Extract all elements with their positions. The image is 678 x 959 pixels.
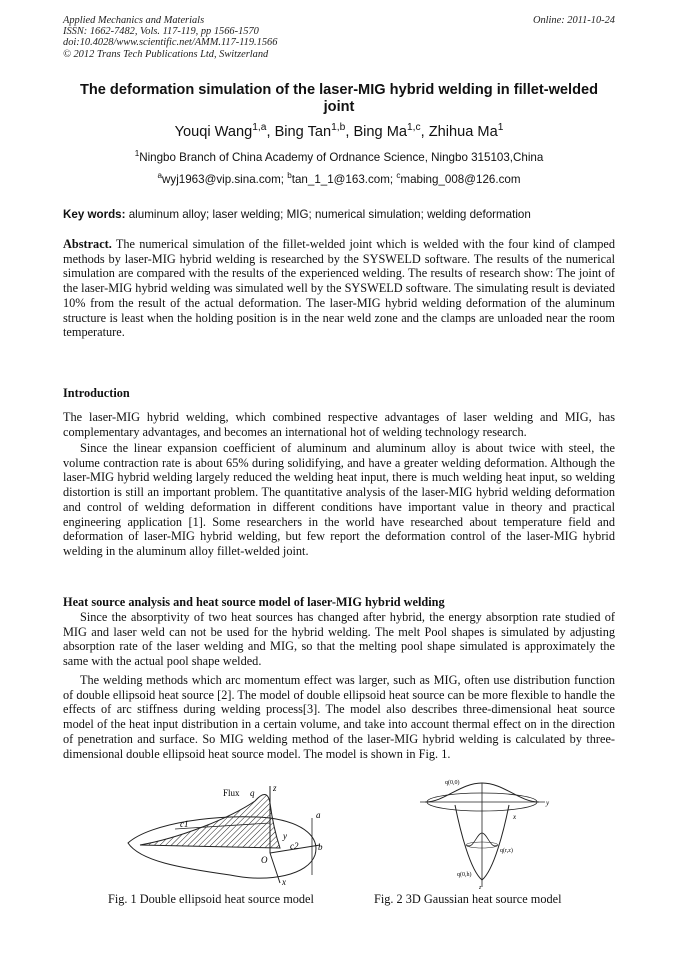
issn: ISSN: 1662-7482, Vols. 117-119, pp 1566-1570: [63, 26, 259, 38]
author-list: Youqi Wang$^{1,a}$, Bing Tan$^{1,b}$, Bing Ma$^{1,c}$, Zhihua Ma$^1$: [174, 122, 504, 140]
heat-source-paragraph-2: The welding methods which arc momentum effect was larger, such as MIG, often use distribution function of double ellipsoid heat source [2]. The model of double ellipsoid heat source can be more flexible to handle the effects of arc stiffness during welding process[3]. The model also describes three-dimensional heat source model of the heat input distribution in a certain volume, and take into account thermal effect on in the direction of penetration and surface. So MIG welding method of the laser-MIG hybrid welding is calculated by three-dimensional double ellipsoid heat source model. The model is shown in Fig. 1.: [63, 673, 615, 761]
label-qh: q(0,h): [457, 872, 472, 878]
label-x2: x: [513, 813, 517, 821]
keywords: [63, 208, 615, 221]
label-qrz: q(r,z): [500, 848, 513, 854]
abstract-text: The numerical simulation of the fillet-welded joint which is welded with the four kind of clamped methods by laser-MIG hybrid welding is researched by the SYSWELD software. The results of the numerical simulation are compared with the results of the experienced welding. The results of research show: The joint of the laser-MIG hybrid welding was simulated well by the SYSWELD software. The simulating result is deviated 10% from the result of the actual deformation. The laser-MIG hybrid welding deformation of the aluminum structure is least when the holding position is in the near weld zone and the clamps are unloaded near the room temperature.: [63, 237, 616, 340]
label-z2: z: [479, 885, 482, 890]
author-sup: 1,a: [252, 122, 267, 134]
keywords-text: aluminum alloy; laser welding; MIG; numerical simulation; welding deformation: [128, 208, 531, 221]
figure-1-double-ellipsoid: [120, 783, 335, 888]
label-y: y: [283, 831, 287, 841]
email-link[interactable]: mabing_008@126.com: [400, 173, 521, 186]
journal-name: Applied Mechanics and Materials: [63, 15, 205, 26]
abstract-label: Abstract.: [63, 237, 112, 251]
journal-meta: [63, 15, 277, 60]
keywords-label: Key words:: [63, 208, 126, 221]
author-sup: 1: [497, 122, 504, 134]
label-c2: c2: [290, 841, 299, 851]
intro-paragraph-2: Since the linear expansion coefficient of aluminum and aluminum alloy is about twice with steel, the volume contraction rate is about 65% during solidifying, and have a greater welding deformation. Although the laser-MIG hybrid welding largely reduced the welding heat input, there is much welding heat input, so welding distortion is still an important problem. The quantitative analysis of the laser-MIG hybrid welding deformation and control of welding deformation in different conditions have important value in theory and practical engineering application [1]. Some researchers in the world have researched about temperature field and deformation of laser-MIG hybrid welding, but few report the deformation control of the laser-MIG hybrid welding in the aluminum alloy fillet-welded joint.: [63, 441, 615, 558]
label-flux: Flux: [223, 788, 240, 798]
label-q00: q(0,0): [445, 780, 460, 786]
paper-title: The deformation simulation of the laser-MIG hybrid welding in fillet-welded joint: [79, 82, 599, 115]
affiliation: [63, 151, 615, 164]
author-name: Youqi Wang: [174, 124, 253, 140]
label-o: O: [261, 855, 268, 865]
label-y2: y: [546, 799, 550, 807]
affiliation-sup: 1: [134, 149, 140, 159]
author-name: Zhihua Ma: [428, 124, 498, 140]
copyright: © 2012 Trans Tech Publications Ltd, Switzerland: [63, 48, 269, 60]
email-link[interactable]: tan_1_1@163.com: [291, 173, 390, 186]
author-sup: 1,c: [406, 122, 421, 134]
section-heading-introduction: Introduction: [63, 386, 130, 400]
figure-2-caption: Fig. 2 3D Gaussian heat source model: [374, 892, 562, 906]
email-list: $^a$wyj1963@vip.sina.com; $^b$tan_1_1@163.com; $^c$mabing_008@126.com: [157, 171, 521, 186]
email-link[interactable]: wyj1963@vip.sina.com: [162, 173, 281, 186]
figure-1-caption: Fig. 1 Double ellipsoid heat source model: [108, 892, 314, 906]
figure-2-3d-gaussian: [405, 775, 555, 890]
intro-paragraph-1: The laser-MIG hybrid welding, which combined respective advantages of laser welding and MIG, has complementary advantages, and becomes an international hot of welding technology research.: [63, 410, 615, 439]
label-c1: c1: [180, 819, 189, 829]
abstract: [63, 237, 615, 340]
section-heading-heat-source: Heat source analysis and heat source model of laser-MIG hybrid welding: [63, 595, 445, 609]
author-name: Bing Ma: [353, 124, 407, 140]
label-x: x: [282, 877, 286, 887]
label-q: q: [250, 788, 255, 798]
label-a: a: [316, 810, 321, 820]
heat-source-paragraph-1: Since the absorptivity of two heat sources has changed after hybrid, the energy absorption rate studied of MIG and laser weld can not be used for the hybrid welding. The melt Pool shapes is simulated by adjusting absorption rate of the laser welding and MIG, so that the melting pool shape simulated is approximately the same with the actual pool shape welded.: [63, 610, 615, 669]
x-axis: [270, 853, 280, 883]
email-sup: a: [157, 171, 163, 181]
label-z: z: [273, 783, 277, 793]
author-sup: 1,b: [331, 122, 346, 134]
affiliation-text: Ningbo Branch of China Academy of Ordnance Science, Ningbo 315103,China: [139, 151, 544, 164]
label-b: b: [318, 842, 323, 852]
email-sup: b: [287, 171, 292, 181]
doi: doi:10.4028/www.scientific.net/AMM.117-119.1566: [63, 37, 278, 49]
email-sup: c: [396, 171, 401, 181]
author-name: Bing Tan: [274, 124, 332, 140]
online-date: Online: 2011-10-24: [532, 15, 615, 26]
flux-distribution: [140, 795, 280, 849]
